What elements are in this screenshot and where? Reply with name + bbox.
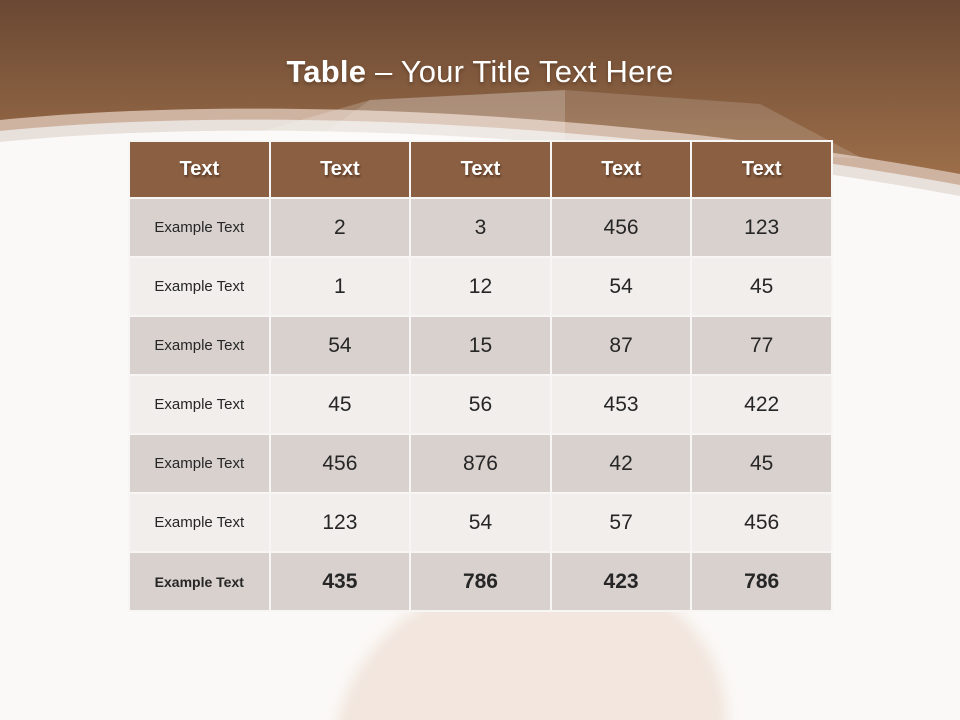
column-header: Text xyxy=(270,141,411,198)
table-row xyxy=(129,257,832,316)
value-cell: 2 xyxy=(270,198,411,257)
data-table xyxy=(128,140,833,612)
value-cell: 1 xyxy=(270,257,411,316)
value-cell: 12 xyxy=(410,257,551,316)
row-label-cell: Example Text xyxy=(129,198,270,257)
column-header: Text xyxy=(691,141,832,198)
value-cell: 45 xyxy=(691,434,832,493)
row-label-cell: Example Text xyxy=(129,316,270,375)
table-row xyxy=(129,316,832,375)
value-cell: 57 xyxy=(551,493,692,552)
row-label-cell: Example Text xyxy=(129,552,270,611)
value-cell: 87 xyxy=(551,316,692,375)
title-keyword: Table xyxy=(286,54,367,89)
table-row-total xyxy=(129,552,832,611)
slide-title xyxy=(0,53,960,91)
value-cell: 3 xyxy=(410,198,551,257)
table-row xyxy=(129,434,832,493)
column-header: Text xyxy=(410,141,551,198)
value-cell: 77 xyxy=(691,316,832,375)
value-cell: 54 xyxy=(270,316,411,375)
value-cell: 45 xyxy=(270,375,411,434)
value-cell: 456 xyxy=(691,493,832,552)
value-cell: 422 xyxy=(691,375,832,434)
row-label-cell: Example Text xyxy=(129,257,270,316)
header-row xyxy=(129,141,832,198)
title-text: Your Title Text Here xyxy=(400,54,674,89)
table-row xyxy=(129,375,832,434)
value-cell: 786 xyxy=(691,552,832,611)
value-cell: 876 xyxy=(410,434,551,493)
row-label-cell: Example Text xyxy=(129,434,270,493)
column-header: Text xyxy=(129,141,270,198)
row-label-cell: Example Text xyxy=(129,375,270,434)
value-cell: 456 xyxy=(551,198,692,257)
row-label-cell: Example Text xyxy=(129,493,270,552)
title-separator: – xyxy=(374,54,393,89)
value-cell: 453 xyxy=(551,375,692,434)
value-cell: 54 xyxy=(551,257,692,316)
value-cell: 45 xyxy=(691,257,832,316)
column-header: Text xyxy=(551,141,692,198)
value-cell: 54 xyxy=(410,493,551,552)
value-cell: 786 xyxy=(410,552,551,611)
table-row xyxy=(129,198,832,257)
value-cell: 56 xyxy=(410,375,551,434)
value-cell: 456 xyxy=(270,434,411,493)
value-cell: 423 xyxy=(551,552,692,611)
value-cell: 15 xyxy=(410,316,551,375)
table-row xyxy=(129,493,832,552)
value-cell: 435 xyxy=(270,552,411,611)
value-cell: 123 xyxy=(691,198,832,257)
value-cell: 42 xyxy=(551,434,692,493)
value-cell: 123 xyxy=(270,493,411,552)
